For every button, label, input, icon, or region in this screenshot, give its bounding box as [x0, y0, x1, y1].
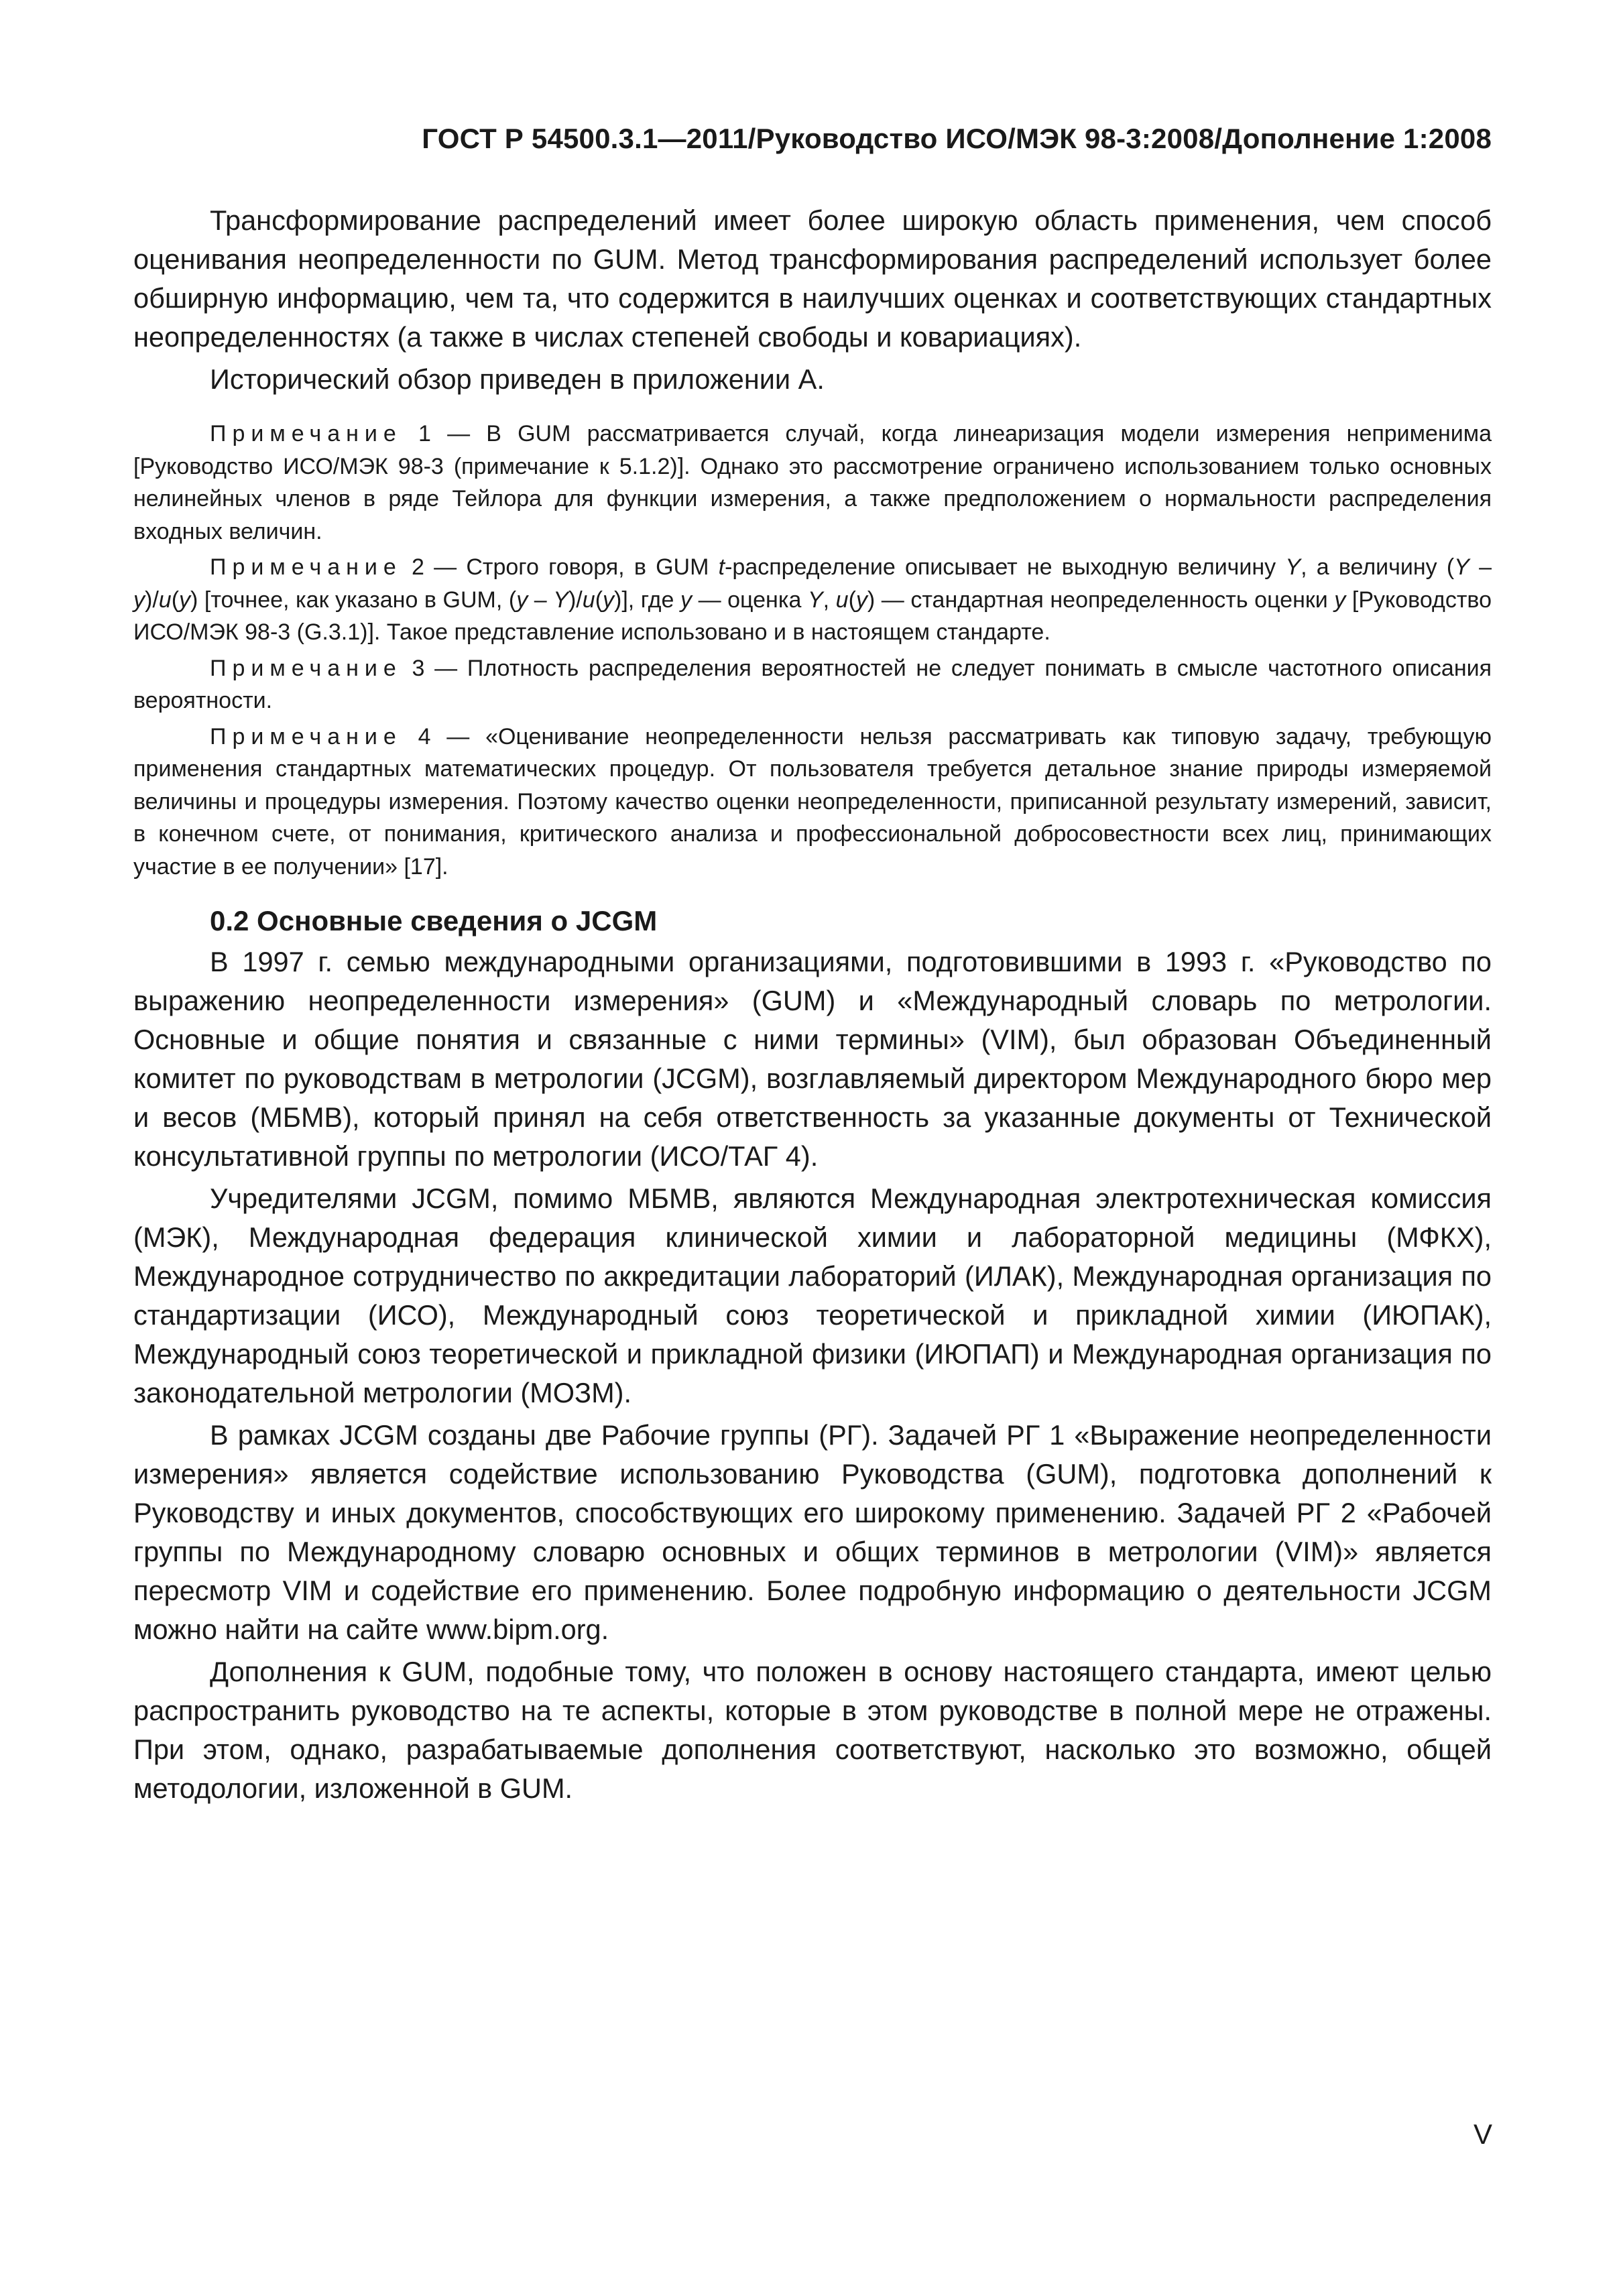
- notes-block: [133, 418, 1492, 883]
- section-heading: 0.2 Основные сведения о JCGM: [210, 905, 658, 936]
- section-paragraph: Учредителями JCGM, помимо МБМВ, являются Международная электротехническая комиссия (МЭК), Международная федерация клинической химии и лабораторной медицины (МФКХ), Международное сотрудничество по аккредитации лабораторий (ИЛАК), Международная организация по стандартизации (ИСО), Международный союз теоретической и прикладной химии (ИЮПАК), Международный союз теоретической и прикладной физики (ИЮПАП) и Международная организация по законодательной метрологии (МОЗМ).: [133, 1183, 1492, 1408]
- page-content: [133, 201, 1492, 1808]
- page-number: V: [1474, 2118, 1493, 2150]
- intro-paragraph: Исторический обзор приведен в приложении А.: [210, 363, 825, 395]
- document-header: ГОСТ Р 54500.3.1—2011/Руководство ИСО/МЭК 98-3:2008/Дополнение 1:2008: [422, 123, 1492, 154]
- section-paragraph: Дополнения к GUM, подобные тому, что положен в основу настоящего стандарта, имеют целью распространить руководство на те аспекты, которые в этом руководстве в полной мере не отражены. При этом, однако, разрабатываемые дополнения соответствуют, насколько это возможно, общей методологии, изложенной в GUM.: [133, 1656, 1492, 1804]
- note-3: [133, 652, 1492, 717]
- note-label: Примечание: [210, 723, 402, 749]
- note-label: Примечание: [210, 655, 402, 681]
- note-text: 3 — Плотность распределения вероятностей не следует понимать в смысле частотного описания вероятности.: [133, 655, 1492, 713]
- note-label: Примечание: [210, 421, 402, 446]
- note-4: [133, 721, 1492, 884]
- note-1: [133, 418, 1492, 548]
- intro-paragraph: Трансформирование распределений имеет более широкую область применения, чем способ оценивания неопределенности по GUM. Метод трансформирования распределений использует более обширную информацию, чем та, что содержится в наилучших оценках и соответствующих стандартных неопределенностях (а также в числах степеней свободы и ковариациях).: [133, 204, 1492, 353]
- note-2: Примечание 2 — Строго говоря, в GUM t-распределение описывает не выходную величину Y, а величину (Y – y)/u(y) [точнее, как указано в GUM, (y – Y)/u(y)], где y — оценка Y, u(y) — стандартная неопределенность оценки y [Руководство ИСО/МЭК 98-3 (G.3.1)]. Такое представление использовано и в настоящем стандарте.: [133, 554, 1492, 645]
- section-paragraph: В 1997 г. семью международными организациями, подготовившими в 1993 г. «Руководство по выражению неопределенности измерения» (GUM) и «Международный словарь по метрологии. Основные и общие понятия и связанные с ними термины» (VIM), был образован Объединенный комитет по руководствам в метрологии (JCGM), возглавляемый директором Международного бюро мер и весов (МБМВ), который принял на себя ответственность за указанные документы от Технической консультативной группы по метрологии (ИСО/ТАГ 4).: [133, 946, 1492, 1172]
- note-text: 4 — «Оценивание неопределенности нельзя рассматривать как типовую задачу, требующую применения стандартных математических процедур. От пользователя требуется детальное знание природы измеряемой величины и процедуры измерения. Поэтому качество оценки неопределенности, приписанной результату измерений, зависит, в конечном счете, от понимания, критического анализа и профессиональной добросовестности всех лиц, принимающих участие в ее получении» [17].: [133, 723, 1492, 880]
- note-label: Примечание: [210, 554, 402, 580]
- note-text: 1 — В GUM рассматривается случай, когда линеаризация модели измерения неприменима [Руководство ИСО/МЭК 98-3 (примечание к 5.1.2)]. Однако это рассмотрение ограничено использованием только основных нелинейных членов в ряде Тейлора для функции измерения, а также предположением о нормальности распределения входных величин.: [133, 421, 1492, 544]
- section-paragraph: В рамках JCGM созданы две Рабочие группы (РГ). Задачей РГ 1 «Выражение неопределенности измерения» является содействие использованию Руководства (GUM), подготовка дополнений к Руководству и иных документов, способствующих его широкому применению. Задачей РГ 2 «Рабочей группы по Международному словарю основных и общих терминов в метрологии (VIM)» является пересмотр VIM и содействие его применению. Более подробную информацию о деятельности JCGM можно найти на сайте www.bipm.org.: [133, 1419, 1492, 1645]
